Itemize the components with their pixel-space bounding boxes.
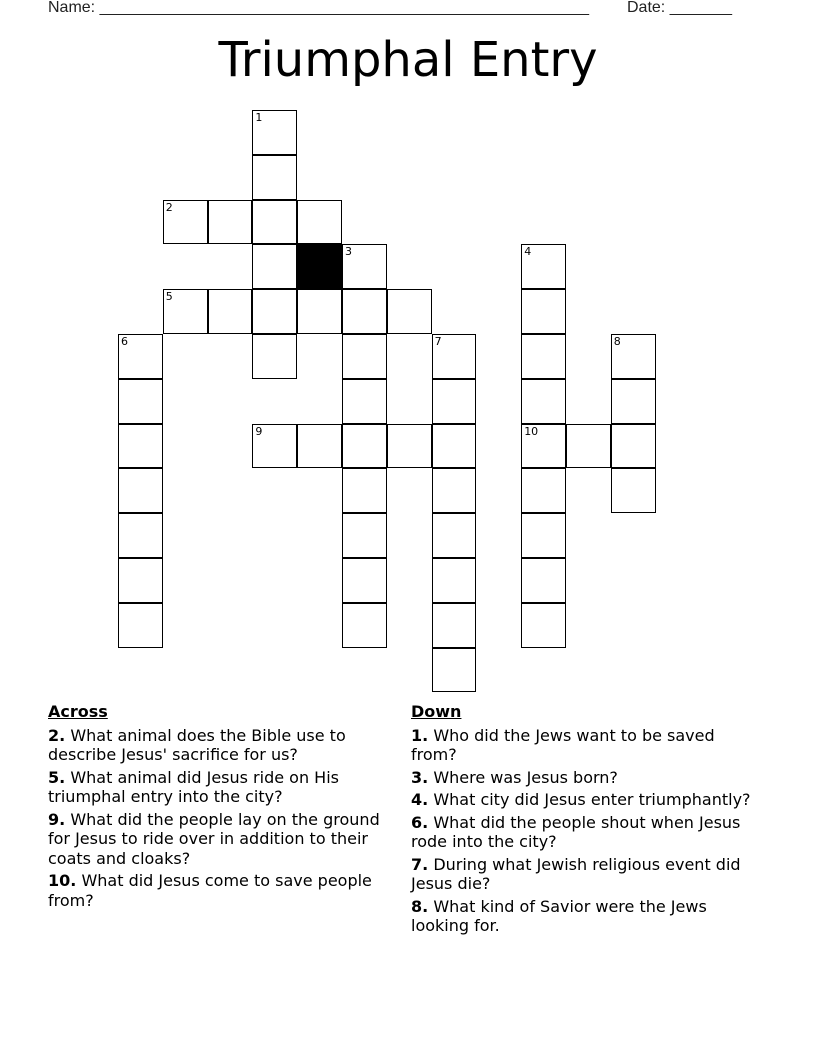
clue-text: Who did the Jews want to be saved from? [411, 725, 715, 764]
down-clues [411, 702, 756, 939]
grid-cell[interactable] [432, 558, 477, 603]
clue-number: 2. [48, 725, 66, 745]
grid-cell[interactable] [611, 424, 656, 469]
grid-cell[interactable] [521, 513, 566, 558]
grid-cell[interactable] [297, 424, 342, 469]
page-title: Triumphal Entry [218, 32, 598, 88]
grid-cell[interactable] [521, 468, 566, 513]
clue-number-label: 1 [255, 111, 263, 124]
clue-number: 5. [48, 767, 66, 787]
clue-number: 7. [411, 854, 429, 874]
grid-cell[interactable] [342, 468, 387, 513]
name-field[interactable]: Name: _______________________________________________________ [48, 0, 589, 16]
across-clue [48, 810, 393, 869]
down-clue [411, 855, 756, 894]
down-clue [411, 726, 756, 765]
grid-cell[interactable] [118, 468, 163, 513]
clue-number-label: 10 [524, 424, 539, 438]
clue-number: 6. [411, 812, 429, 832]
clue-text: Where was Jesus born? [433, 767, 618, 787]
clue-number: 8. [411, 896, 429, 916]
clue-number-label: 4 [524, 245, 532, 259]
grid-cell[interactable] [387, 289, 432, 334]
grid-cell[interactable] [432, 379, 477, 424]
black-cell [297, 244, 342, 289]
grid-cell[interactable] [342, 558, 387, 603]
grid-cell[interactable] [342, 513, 387, 558]
grid-cell[interactable] [342, 424, 387, 469]
clue-number-label: 5 [165, 290, 173, 304]
clue-text: What did the people lay on the ground for Jesus to ride over in addition to their coats and cloaks? [48, 809, 380, 868]
grid-cell[interactable] [252, 110, 297, 155]
grid-cell[interactable] [118, 379, 163, 424]
grid-cell[interactable] [342, 603, 387, 648]
grid-cell[interactable] [118, 513, 163, 558]
grid-cell[interactable] [342, 289, 387, 334]
grid-cell[interactable] [252, 200, 297, 245]
clue-number-label: 6 [121, 335, 128, 348]
across-clues [48, 702, 393, 913]
across-clue [48, 768, 393, 807]
down-clue [411, 768, 756, 788]
clue-number-label: 2 [165, 200, 173, 214]
grid-cell[interactable] [611, 468, 656, 513]
across-clue [48, 726, 393, 765]
clue-text: What animal did Jesus ride on His triumphal entry into the city? [48, 767, 339, 806]
grid-cell[interactable] [342, 244, 387, 289]
grid-cell[interactable] [521, 603, 566, 648]
clue-text: What animal does the Bible use to describe Jesus' sacrifice for us? [48, 725, 346, 764]
grid-cell[interactable] [208, 289, 253, 334]
grid-cell[interactable] [163, 289, 208, 334]
clue-number: 9. [48, 809, 66, 829]
grid-cell[interactable] [342, 379, 387, 424]
clue-number-label: 7 [434, 335, 442, 348]
grid-cell[interactable] [118, 603, 163, 648]
grid-cell[interactable] [521, 558, 566, 603]
down-clue [411, 813, 756, 852]
clue-number: 4. [411, 790, 429, 809]
grid-cell[interactable] [566, 424, 611, 469]
grid-cell[interactable] [252, 155, 297, 200]
grid-cell[interactable] [432, 468, 477, 513]
clue-number: 1. [411, 725, 429, 745]
clue-text: What kind of Savior were the Jews looking for. [411, 896, 707, 935]
down-clue [411, 897, 756, 936]
grid-cell[interactable] [432, 648, 477, 693]
grid-cell[interactable] [387, 424, 432, 469]
grid-cell[interactable] [163, 200, 208, 245]
clue-number-label: 3 [345, 245, 352, 259]
grid-cell[interactable] [252, 244, 297, 289]
clue-text: During what Jewish religious event did Jesus die? [411, 854, 741, 893]
grid-cell[interactable] [521, 289, 566, 334]
clue-number: 10. [48, 871, 77, 890]
grid-cell[interactable] [252, 334, 297, 379]
grid-cell[interactable] [297, 200, 342, 245]
across-heading: Across [48, 702, 108, 721]
grid-cell[interactable] [521, 334, 566, 379]
clue-number: 3. [411, 767, 429, 787]
grid-cell[interactable] [342, 334, 387, 379]
down-clue [411, 790, 756, 810]
grid-cell[interactable] [252, 289, 297, 334]
grid-cell[interactable] [432, 513, 477, 558]
down-heading: Down [411, 702, 462, 721]
grid-cell[interactable] [432, 603, 477, 648]
clue-number-label: 9 [255, 424, 263, 438]
grid-cell[interactable] [521, 424, 566, 469]
grid-cell[interactable] [118, 424, 163, 469]
grid-cell[interactable] [432, 334, 477, 379]
date-field[interactable]: Date: _______ [627, 0, 732, 16]
across-clue [48, 871, 393, 910]
grid-cell[interactable] [252, 424, 297, 469]
clue-text: What did Jesus come to save people from? [48, 871, 372, 910]
grid-cell[interactable] [208, 200, 253, 245]
grid-cell[interactable] [521, 244, 566, 289]
clue-text: What did the people shout when Jesus rode into the city? [411, 812, 741, 851]
grid-cell[interactable] [521, 379, 566, 424]
clue-text: What city did Jesus enter triumphantly? [433, 790, 751, 809]
grid-cell[interactable] [611, 379, 656, 424]
grid-cell[interactable] [118, 334, 163, 379]
grid-cell[interactable] [118, 558, 163, 603]
grid-cell[interactable] [432, 424, 477, 469]
clue-number-label: 8 [613, 335, 621, 348]
grid-cell[interactable] [297, 289, 342, 334]
grid-cell[interactable] [611, 334, 656, 379]
